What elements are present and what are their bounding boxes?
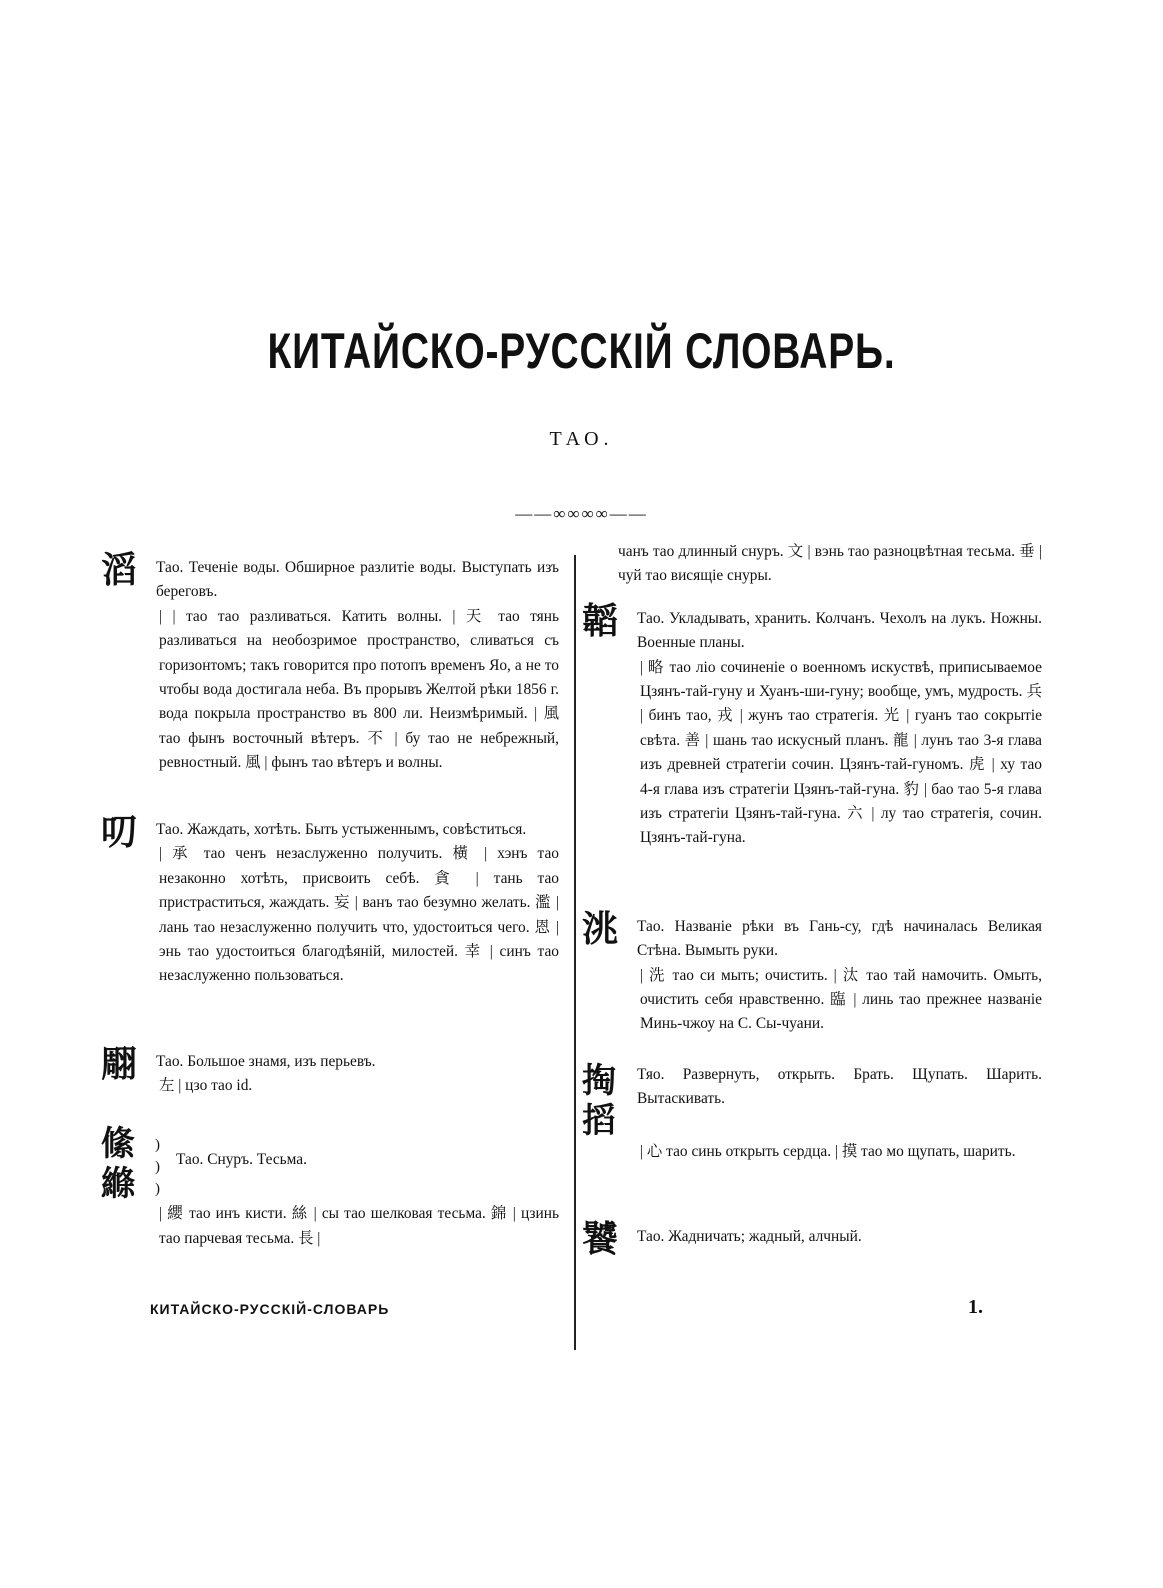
headword-char: 縧 [101,1164,135,1204]
headword-chars [582,1061,626,1141]
entry-definition: Тао. Названіе рѣки въ Гань-су, гдѣ начиналась Великая Стѣна. Вымыть руки. [637,917,1042,960]
entry-definition: Тао. Теченіе воды. Обширное разлитіе воды. Выступать изъ береговъ. [156,559,559,601]
brace: ) ) ) [155,1137,160,1197]
headword-char: 搯 [582,1100,616,1141]
entry-tao-7 [582,1218,1042,1260]
headword-char: 翢 [101,1044,138,1085]
right-column [582,540,1042,1261]
entry-compounds: | | тао тао разливаться. Катить волны. | 天 тао тянь разливаться на необозримое пространство, сливаться съ горизонтомъ; такъ говорится про потопъ временъ Яо, а не то чтобы вода достигала неба. Въ прорывъ Желтой рѣки 1856 г. вода покрыла пространство въ 800 ли. Неизмѣримый. | 風 тао фынъ восточный вѣтеръ. 不 | бу тао не небрежный, ревностный. 風 | фынъ тао вѣтеръ и волны. [159,607,559,772]
page-number: 1. [968,1296,983,1318]
ornament-divider: ——∞∞∞∞—— [515,504,648,523]
entry-definition: Тао. Снуръ. Тесьма. [176,1151,307,1168]
headword-char: 韜 [582,600,619,642]
entry-definition: Тао. Большое знамя, изъ перьевъ. [156,1053,376,1070]
entry-compounds: | 心 тао синь открыть сердца. | 摸 тао мо щупать, шарить. [640,1142,1016,1160]
footer-signature: КИТАЙСКО-РУССКІЙ-СЛОВАРЬ [150,1301,390,1317]
column-divider [574,555,576,1350]
headword-char: 滔 [101,550,138,591]
entry-definition: Тяо. Развернуть, открыть. Брать. Щупать. Шарить. Вытаскивать. [637,1065,1042,1108]
entry-compounds: | 承 тао ченъ незаслуженно получить. 橫 | хэнъ тао незаконно хотѣть, присвоить себѣ. 貪 | тань тао пристраститься, жаждать. 妄 | ванъ тао безумно желать. 濫 | лань тао незаслуженно получить что, удостоиться чего. 恩 | энь тао удостоиться благодѣяній, милостей. 幸 | синъ тао незаслуженно пользоваться. [159,845,559,985]
headword-chars [101,1124,145,1204]
entry-tiao [582,1060,1042,1213]
entry-tao-6 [582,908,1042,1051]
entry-compounds: | 纓 тао инъ кисти. 絲 | сы тао шелковая тесьма. 錦 | цзинь тао парчевая тесьма. 長 | [159,1205,559,1247]
entry-definition: Тао. Жадничать; жадный, алчный. [637,1227,862,1245]
entry-compounds: | 洗 тао си мыть; очистить. | 汰 тао тай намочить. Омыть, очистить себя нравственно. 臨 | линь тао прежнее названіе Минь-чжоу на С. Сы-чуани. [640,966,1042,1033]
headword-char: 絛 [101,1124,135,1164]
headword-char: 饕 [582,1218,619,1260]
entry-tao-1 [101,550,559,806]
section-heading: ТАО. [549,428,614,450]
headword-char: 洮 [582,908,619,950]
entry-tao-3 [101,1044,559,1114]
page-title: КИТАЙСКО-РУССКІЙ СЛОВАРЬ. [267,323,896,379]
entry-tao-5 [582,600,1042,903]
entry-definition: Тао. Укладывать, хранить. Колчанъ. Чехолъ на лукъ. Ножны. Военные планы. [637,609,1042,652]
headword-char: 叨 [101,812,138,853]
entry-tao-4 [101,1126,559,1256]
entry-compounds: 左 | цзо тао id. [159,1077,253,1095]
entry-compounds: | 略 тао ліо сочиненіе о военномъ искуствѣ, приписываемое Цзянъ-тай-гуну и Хуанъ-ши-гуну; вообще, умъ, мудрость. 兵 | бинъ тао, 戎 | жунъ тао стратегія. 光 | гуанъ тао сокрытіе свѣта. 善 | шань тао искусный планъ. 龍 | лунъ тао 3-я глава изъ древней стратегіи сочин. Цзянъ-тай-гуномъ. 虎 | ху тао 4-я глава изъ стратегіи Цзянъ-тай-гуна. 豹 | бао тао 5-я глава изъ стратегіи Цзянъ-тай-гуна. 六 | лу тао стратегія, сочин. Цзянъ-тай-гуна. [640,658,1042,847]
headword-char: 掏 [582,1060,616,1101]
left-column [101,550,559,1268]
entry-definition: Тао. Жаждать, хотѣть. Быть устыженнымъ, совѣститься. [156,821,527,838]
entry-tao-2 [101,812,559,1038]
continuation-text: чанъ тао длинный снуръ. 文 | вэнь тао разноцвѣтная тесьма. 垂 | чуй тао висящіе снуры. [618,543,1042,585]
